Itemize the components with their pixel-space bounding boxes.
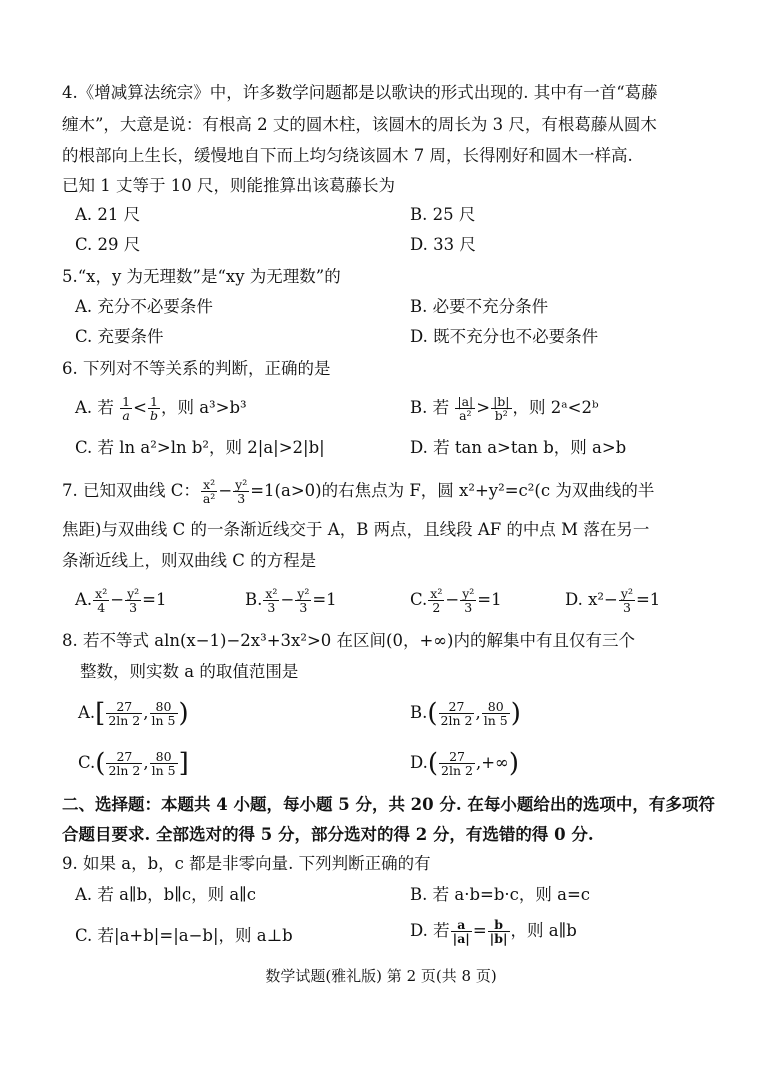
q9-option-b: B. 若 a·b=b·c，则 a=c: [410, 885, 591, 904]
q7-line-3: 条渐近线上，则双曲线 C 的方程是: [62, 551, 317, 570]
q8-option-a: A.[ $\frac{27}{2\ln 2}$ , $\frac{80}{\ln 5}$ ): [78, 698, 189, 729]
q9-option-c: C. 若|a+b|=|a−b|，则 a⊥b: [75, 926, 293, 945]
q7-option-a: A. $\frac{\text{x²}}{4}$ − $\frac{\text{y²}}{3}$ =1: [75, 586, 167, 615]
q9-stem: 9. 如果 a，b，c 都是非零向量. 下列判断正确的有: [62, 854, 431, 873]
q7-line-2: 焦距)与双曲线 C 的一条渐近线交于 A，B 两点，且线段 AF 的中点 M 落在另一: [62, 520, 650, 539]
q8-option-b: B.( $\frac{27}{2\ln 2}$ , $\frac{80}{\ln 5}$ ): [410, 698, 521, 729]
q8-line-1: 8. 若不等式 aln(x−1)−2x³+3x²>0 在区间(0，+∞)内的解集中有且仅有三个: [62, 631, 635, 650]
q4-option-a: A. 21 尺: [75, 205, 141, 224]
q6-option-b: B. 若 $\frac{|a|}{\text{a²}}$ > $\frac{|b|}{\text{b²}}$ ，则 2ᵃ<2ᵇ: [410, 394, 599, 423]
page-footer: 数学试题(雅礼版) 第 2 页(共 8 页): [265, 967, 497, 985]
fraction-1-over-b: $\frac{1}{b}$: [149, 394, 158, 423]
q4-option-c: C. 29 尺: [75, 235, 141, 254]
q5-stem: 5.“x，y 为无理数”是“xy 为无理数”的: [62, 267, 341, 286]
q7-option-d: D. x²− $\frac{\text{y²}}{3}$ =1: [565, 586, 661, 615]
q7-option-b: B. $\frac{\text{x²}}{3}$ − $\frac{\text{y²}}{3}$ =1: [245, 586, 337, 615]
fraction-y2-over-3: $\frac{\text{y²}}{3}$: [235, 477, 248, 506]
q6-option-d: D. 若 tan a>tan b，则 a>b: [410, 438, 627, 457]
section-2-line-1: 二、选择题：本题共 4 小题，每小题 5 分，共 20 分. 在每小题给出的选项中，有多项符: [62, 795, 715, 814]
section-2-line-2: 合题目要求. 全部选对的得 5 分，部分选对的得 2 分，有选错的得 0 分.: [62, 825, 594, 844]
fraction-x2-over-a2: $\frac{\text{x²}}{\text{a²}}$: [202, 477, 216, 506]
q8-option-d: D.( $\frac{27}{2\ln 2}$ ,+∞): [410, 748, 519, 779]
q6-stem: 6. 下列对不等关系的判断，正确的是: [62, 359, 331, 378]
q5-option-a: A. 充分不必要条件: [75, 297, 213, 316]
q6-option-a: A. 若 $\frac{1}{a}$ < $\frac{1}{b}$ ，则 a³>b³: [75, 394, 247, 423]
q4-line-3: 的根部向上生长，缓慢地自下而上均匀绕该圆木 7 周，长得刚好和圆木一样高.: [62, 146, 633, 165]
q5-option-d: D. 既不充分也不必要条件: [410, 327, 599, 346]
q5-option-b: B. 必要不充分条件: [410, 297, 549, 316]
q5-option-c: C. 充要条件: [75, 327, 164, 346]
q9-option-d: D. 若 $\frac{a}{|a|}$ = $\frac{b}{|b|}$ ，则 a∥b: [410, 917, 577, 946]
q9-option-a: A. 若 a∥b，b∥c，则 a∥c: [75, 885, 257, 904]
q4-line-4: 已知 1 丈等于 10 尺，则能推算出该葛藤长为: [62, 176, 395, 195]
fraction-1-over-a: $\frac{1}{a}$: [122, 394, 131, 423]
q6-option-c: C. 若 ln a²>ln b²，则 2|a|>2|b|: [75, 438, 325, 457]
q4-line-1: 4.《增减算法统宗》中，许多数学问题都是以歌诀的形式出现的. 其中有一首“葛藤: [62, 83, 658, 102]
fraction-abs-a-over-a2: $\frac{|a|}{\text{a²}}$: [457, 394, 474, 423]
q4-option-d: D. 33 尺: [410, 235, 476, 254]
q8-option-c: C.( $\frac{27}{2\ln 2}$ , $\frac{80}{\ln 5}$ ]: [78, 748, 189, 779]
q4-line-2: 缠木”，大意是说：有根高 2 丈的圆木柱，该圆木的周长为 3 尺，有根葛藤从圆木: [62, 115, 657, 134]
fraction-abs-b-over-b2: $\frac{|b|}{\text{b²}}$: [493, 394, 510, 423]
q7-option-c: C. $\frac{\text{x²}}{2}$ − $\frac{\text{y²}}{3}$ =1: [410, 586, 502, 615]
q4-option-b: B. 25 尺: [410, 205, 476, 224]
q7-line-1: 7. 已知双曲线 C： $\frac{\text{x²}}{\text{a²}}$ − $\frac{\text{y²}}{3}$ =1(a>0)的右焦点为 F，圆 x²+y²=c²(c 为双曲线的半: [62, 477, 655, 506]
q8-line-2: 整数，则实数 a 的取值范围是: [80, 662, 299, 681]
